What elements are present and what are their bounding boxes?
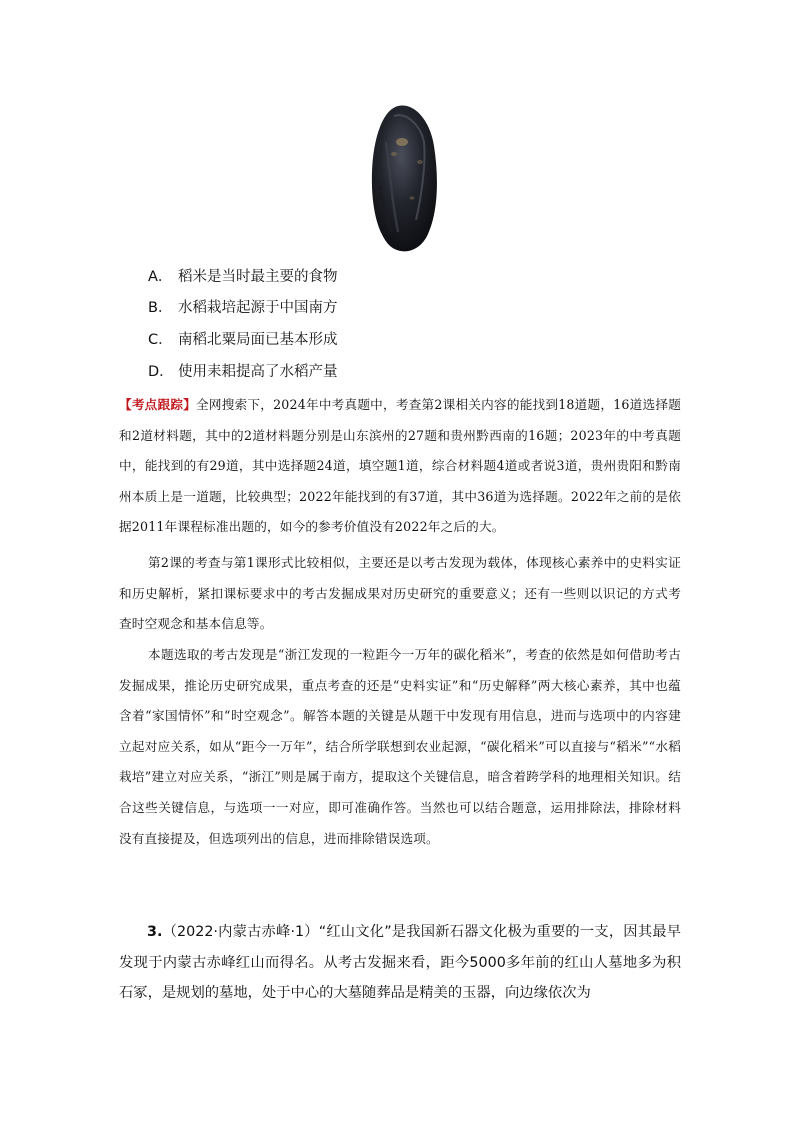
option-letter: B．	[148, 300, 173, 316]
exam-point-tag: 【考点跟踪】	[119, 397, 197, 412]
question-3	[119, 917, 681, 1009]
carbonized-rice-grain-image	[368, 102, 440, 256]
analysis-paragraph-1	[119, 390, 681, 543]
option-letter: A．	[148, 269, 173, 285]
option-text: 南稻北粟局面已基本形成	[178, 332, 338, 348]
option-letter: D．	[148, 364, 174, 380]
question-number: 3.	[147, 924, 163, 940]
option-text: 水稻栽培起源于中国南方	[178, 300, 338, 316]
question-text: （2022·内蒙古赤峰·1）“红山文化”是我国新石器文化极为重要的一支，因其最早发现于内蒙古赤峰红山而得名。从考古发掘来看，距今5000多年前的红山人墓地多为积石冢，是规划的墓地，处于中心的大墓随葬品是精美的玉器，向边缘依次为	[119, 924, 681, 1001]
option-d	[148, 362, 338, 382]
option-c	[148, 330, 338, 350]
option-text: 稻米是当时最主要的食物	[178, 269, 338, 285]
analysis-paragraph-3: 本题选取的考古发现是“浙江发现的一粒距今一万年的碳化稻米”，考查的依然是如何借助考古发掘成果，推论历史研究成果，重点考查的还是“史料实证”和“历史解释”两大核心素养，其中也蕴含着“家国情怀”和“时空观念”。解答本题的关键是从题干中发现有用信息，进而与选项中的内容建立起对应关系，如从“距今一万年”，结合所学联想到农业起源，“碳化稻米”可以直接与“稻米”“水稻栽培”建立对应关系，“浙江”则是属于南方，提取这个关键信息，暗含着跨学科的地理相关知识。结合这些关键信息，与选项一一对应，即可准确作答。当然也可以结合题意，运用排除法，排除材料没有直接提及，但选项列出的信息，进而排除错误选项。	[119, 647, 681, 846]
analysis-paragraph-2: 第2课的考查与第1课形式比较相似，主要还是以考古发现为载体，体现核心素养中的史料实证和历史解析，紧扣课标要求中的考古发掘成果对历史研究的重要意义；还有一些则以识记的方式考查时空观念和基本信息等。	[119, 555, 681, 632]
option-b	[148, 298, 338, 318]
option-a	[148, 267, 338, 287]
option-letter: C．	[148, 332, 173, 348]
option-text: 使用耒耜提高了水稻产量	[178, 364, 338, 380]
analysis-paragraph-1-text: 全网搜索下，2024年中考真题中，考查第2课相关内容的能找到18道题，16道选择题和2道材料题，其中的2道材料题分别是山东滨州的27题和贵州黔西南的16题；2023年的中考真题中，能找到的有29道，其中选择题24道，填空题1道，综合材料题4道或者说3道，贵州贵阳和黔南州本质上是一道题，比较典型；2022年能找到的有37道，其中36道为选择题。2022年之前的是依据2011年课程标准出题的，如今的参考价值没有2022年之后的大。	[119, 397, 681, 535]
